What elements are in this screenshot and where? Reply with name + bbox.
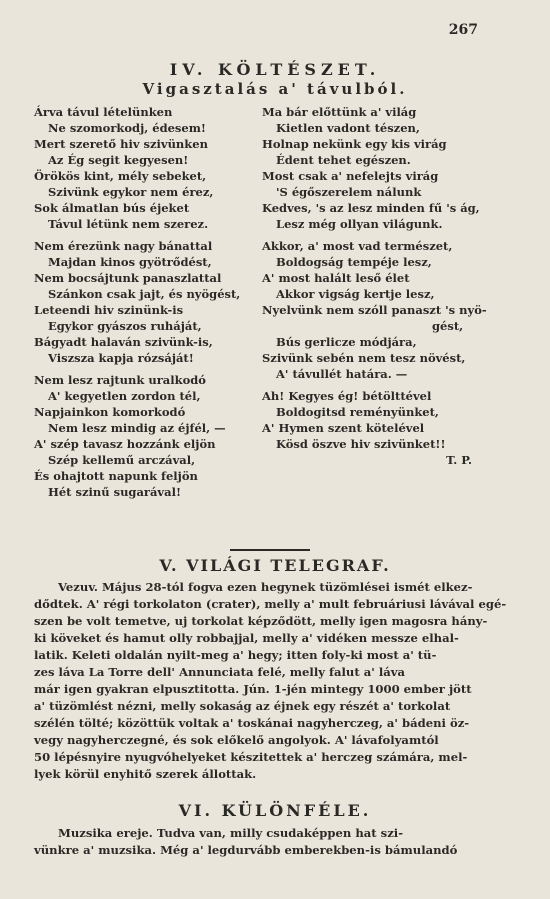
poem-line: Boldogitsd reményünket,	[276, 405, 439, 419]
poem-line: A' Hymen szent kötelével	[262, 421, 425, 435]
poem-line: Szánkon csak jajt, és nyögést,	[48, 287, 241, 301]
poem-line: Kietlen vadont tészen,	[276, 121, 420, 135]
poem-line: Nem lesz mindig az éjfél, —	[48, 421, 226, 435]
poem-line: Nyelvünk nem szóll panaszt 's nyö-	[262, 303, 487, 317]
text-line: Muzsika ereje. Tudva van, milly csudaképpen hat szi-	[58, 826, 404, 840]
poem-line: Árva távul lételünken	[34, 105, 173, 119]
poem-line: És ohajtott napunk feljön	[34, 469, 198, 483]
section-vi-title: VI. KÜLÖNFÉLE.	[178, 801, 372, 820]
poem-line: gést,	[432, 319, 464, 333]
poem-line: Bús gerlicze módjára,	[276, 335, 417, 349]
poem-line: Viszsza kapja rózsáját!	[48, 351, 194, 365]
text-line: szélén tölté; közöttük voltak a' toskánai nagyherczeg, a' bádeni öz-	[34, 716, 470, 730]
poem-line: A' kegyetlen zordon tél,	[48, 389, 201, 403]
poem-line: Édent tehet egészen.	[276, 153, 411, 167]
poem-line: Ne szomorkodj, édesem!	[48, 121, 206, 135]
text-line: lyek körül enyhitő szerek állottak.	[34, 767, 257, 781]
poem-line: Boldogság tempéje lesz,	[276, 255, 432, 269]
text-line: a' tüzömlést nézni, melly sokaság az éjnek egy részét a' torkolat	[34, 699, 451, 713]
section-v-text	[34, 579, 507, 783]
poem-right-column	[262, 104, 502, 468]
poem-line: Leteendi hiv szinünk-is	[34, 303, 184, 317]
poem-line: Szivünk egykor nem érez,	[48, 185, 214, 199]
poem-line: Akkor, a' most vad természet,	[262, 239, 453, 253]
text-line: vegy nagyherczegné, és sok előkelő angolyok. A' lávafolyamtól	[34, 733, 439, 747]
poem-line: Bágyadt halaván szivünk-is,	[34, 335, 213, 349]
text-line: már igen gyakran elpusztitotta. Jún. 1-jén mintegy 1000 ember jött	[34, 682, 472, 696]
poem-line: Távul létünk nem szerez.	[48, 217, 209, 231]
poem-line: Szivünk sebén nem tesz növést,	[262, 351, 466, 365]
poem-line: 'S égőszerelem nálunk	[276, 185, 422, 199]
poem-line: A' szép tavasz hozzánk eljön	[34, 437, 216, 451]
poem-line: A' távullét határa. —	[276, 367, 408, 381]
text-line: ki köveket és hamut olly robbajjal, melly a' vidéken messze elhal-	[34, 631, 459, 645]
section-iv-title: IV. KÖLTÉSZET.	[169, 60, 381, 79]
poem-line: Ma bár előttünk a' világ	[262, 105, 417, 119]
text-line: latik. Keleti oldalán nyilt-meg a' hegy; itten foly-ki most a' tü-	[34, 648, 437, 662]
poem-title: Vigasztalás a' távulból.	[142, 80, 408, 98]
poem-line: Hét szinű sugarával!	[48, 485, 181, 499]
poem-line: Az Ég segit kegyesen!	[48, 153, 189, 167]
poem-line: Szép kellemű arczával,	[48, 453, 196, 467]
poem-line: Lesz még ollyan világunk.	[276, 217, 443, 231]
poem-left-column	[34, 104, 262, 500]
poem-line: Akkor vigság kertje lesz,	[276, 287, 435, 301]
section-divider	[230, 549, 310, 551]
poem-line: Kedves, 's az lesz minden fű 's ág,	[262, 201, 480, 215]
poem-line: Egykor gyászos ruháját,	[48, 319, 202, 333]
text-line: vünkre a' muzsika. Még a' legdurvább emberekben-is bámulandó	[34, 843, 458, 857]
text-line: zes láva La Torre dell' Annunciata felé, melly falut a' láva	[34, 665, 405, 679]
poem-line: Nem bocsájtunk panaszlattal	[34, 271, 222, 285]
poem-line: Kösd öszve hiv szivünket!!	[276, 437, 446, 451]
poem-line: Nem érezünk nagy bánattal	[34, 239, 213, 253]
poem-line: Napjainkon komorkodó	[34, 405, 186, 419]
poem-line: Most csak a' nefelejts virág	[262, 169, 439, 183]
text-line: dődtek. A' régi torkolaton (crater), melly a' mult februáriusi lávával egé-	[34, 597, 507, 611]
poem-line: A' most halált leső élet	[262, 271, 410, 285]
text-line: Vezuv. Május 28-tól fogva ezen hegynek tüzömlései ismét elkez-	[58, 580, 473, 594]
text-line: szen be volt temetve, uj torkolat képződött, melly igen magosra hány-	[34, 614, 488, 628]
section-vi-text	[34, 825, 502, 859]
text-line: 50 lépésnyire nyugvóhelyeket készitettek a' herczeg számára, mel-	[34, 750, 468, 764]
section-v-title: V. VILÁGI TELEGRAF.	[159, 556, 391, 575]
poem-line: Majdan kinos gyötrődést,	[48, 255, 212, 269]
poem-line: Nem lesz rajtunk uralkodó	[34, 373, 206, 387]
poem-line: Mert szerető hiv szivünken	[34, 137, 208, 151]
poem-signature: T. P.	[446, 453, 472, 467]
poem-line: Sok álmatlan bús éjeket	[34, 201, 190, 215]
poem-line: Ah! Kegyes ég! bétölttével	[262, 389, 432, 403]
page-number: 267	[448, 22, 478, 38]
poem-line: Holnap nekünk egy kis virág	[262, 137, 447, 151]
poem-line: Örökös kint, mély sebeket,	[34, 169, 207, 183]
